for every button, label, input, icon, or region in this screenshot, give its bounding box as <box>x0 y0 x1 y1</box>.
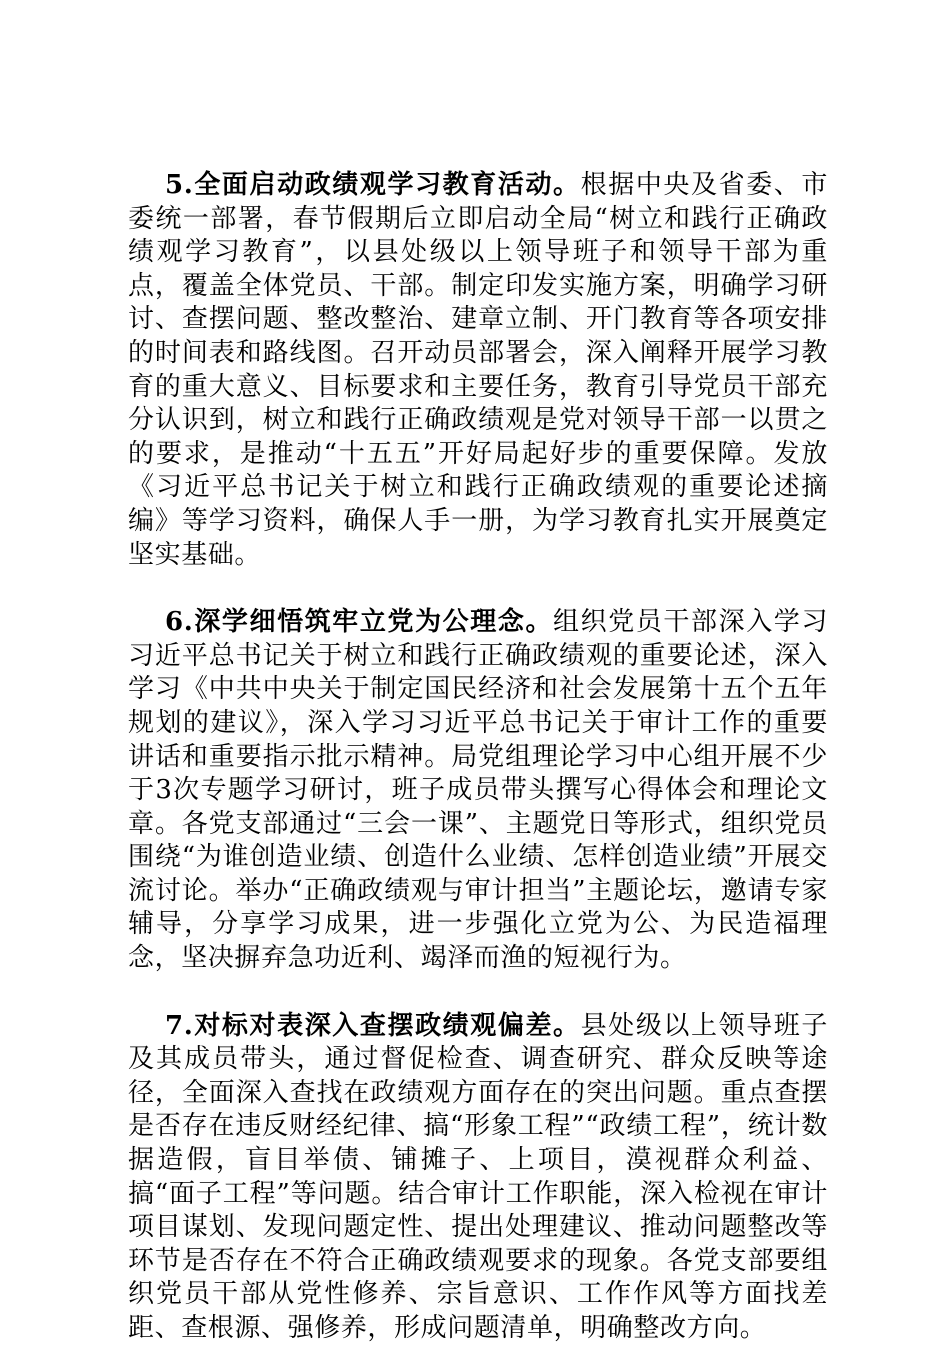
paragraph-6 <box>128 606 828 976</box>
paragraph-5-body: 根据中央及省委、市委统一部署，春节假期后立即启动全局“树立和践行正确政绩观学习教育”，以县处级以上领导班子和领导干部为重点，覆盖全体党员、干部。制定印发实施方案，明确学习研讨、查摆问题、整改整治、建章立制、开门教育等各项安排的时间表和路线图。召开动员部署会，深入阐释开展学习教育的重大意义、目标要求和主要任务，教育引导党员干部充分认识到，树立和践行正确政绩观是党对领导干部一以贯之的要求，是推动“十五五”开好局起好步的重要保障。发放《习近平总书记关于树立和践行正确政绩观的重要论述摘编》等学习资料，确保人手一册，为学习教育扎实开展奠定坚实基础。 <box>128 170 829 570</box>
paragraph-6-body: 组织党员干部深入学习习近平总书记关于树立和践行正确政绩观的重要论述，深入学习《中共中央关于制定国民经济和社会发展第十五个五年规划的建议》，深入学习习近平总书记关于审计工作的重要讲话和重要指示批示精神。局党组理论学习中心组开展不少于3次专题学习研讨，班子成员带头撰写心得体会和理论文章。各党支部通过“三会一课”、主题党日等形式，组织党员围绕“为谁创造业绩、创造什么业绩、怎样创造业绩”开展交流讨论。举办“正确政绩观与审计担当”主题论坛，邀请专家辅导，分享学习成果，进一步强化立党为公、为民造福理念，坚决摒弃急功近利、竭泽而渔的短视行为。 <box>128 607 828 974</box>
paragraph-7 <box>128 1010 828 1346</box>
document-page <box>128 169 828 1346</box>
paragraph-5-heading: 5.全面启动政绩观学习教育活动。 <box>165 170 581 200</box>
paragraph-7-heading: 7.对标对表深入查摆政绩观偏差。 <box>165 1010 581 1041</box>
paragraph-5 <box>128 169 828 572</box>
paragraph-6-heading: 6.深学细悟筑牢立党为公理念。 <box>165 607 554 638</box>
paragraph-7-body: 县处级以上领导班子及其成员带头，通过督促检查、调查研究、群众反映等途径，全面深入查找在政绩观方面存在的突出问题。重点查摆是否存在违反财经纪律、搞“形象工程”“政绩工程”，统计数据造假，盲目举债、铺摊子、上项目，漠视群众利益、搞“面子工程”等问题。结合审计工作职能，深入检视在审计项目谋划、发现问题定性、提出处理建议、推动问题整改等环节是否存在不符合正确政绩观要求的现象。各党支部要组织党员干部从党性修养、宗旨意识、工作作风等方面找差距、查根源、强修养，形成问题清单，明确整改方向。 <box>128 1010 829 1343</box>
